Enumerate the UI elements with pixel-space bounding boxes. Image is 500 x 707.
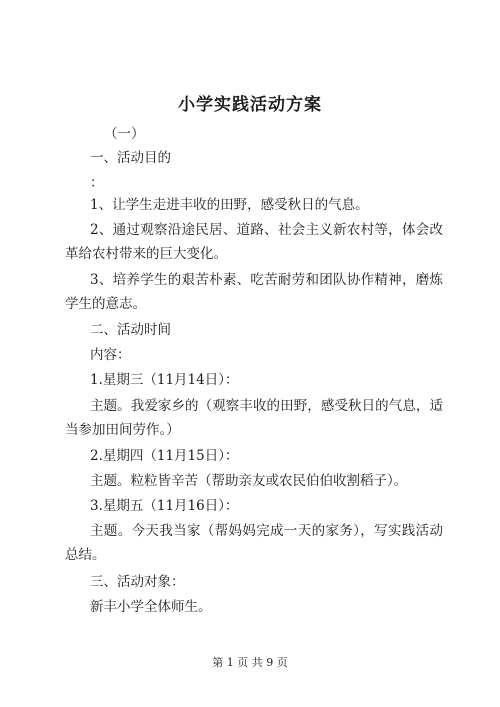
paragraph-theme-1: 主题。我爱家乡的（观察丰收的田野，感受秋日的气息，适当参加田间劳作。） xyxy=(65,398,443,438)
heading-activity-time: 二、活动时间 xyxy=(90,322,171,338)
page-footer: 第 1 页 共 9 页 xyxy=(212,656,288,669)
paragraph-day-1: 1.星期三（11月14日）： xyxy=(90,372,239,388)
paragraph-day-3: 3.星期五（11月16日）： xyxy=(90,498,239,514)
paragraph-purpose-2: 2、通过观察沿途民居、道路、社会主义新农村等，体会改革给农村带来的巨大变化。 xyxy=(65,222,443,262)
paragraph-colon: ： xyxy=(90,175,104,191)
paragraph-purpose-1: 1、让学生走进丰收的田野，感受秋日的气息。 xyxy=(90,197,369,213)
paragraph-section-number: （一） xyxy=(104,126,145,142)
paragraph-purpose-3: 3、培养学生的艰苦朴素、吃苦耐劳和团队协作精神，磨炼学生的意志。 xyxy=(65,272,443,312)
heading-activity-purpose: 一、活动目的 xyxy=(90,150,171,166)
paragraph-content-label: 内容： xyxy=(90,347,131,363)
heading-activity-target: 三、活动对象： xyxy=(90,574,185,590)
paragraph-day-2: 2.星期四（11月15日）： xyxy=(90,448,239,464)
paragraph-theme-3: 主题。今天我当家（帮妈妈完成一天的家务），写实践活动总结。 xyxy=(65,523,443,563)
paragraph-target: 新丰小学全体师生。 xyxy=(90,599,212,615)
document-title: 小学实践活动方案 xyxy=(178,95,322,115)
paragraph-theme-2: 主题。粒粒皆辛苦（帮助亲友或农民伯伯收割稻子）。 xyxy=(90,473,408,489)
